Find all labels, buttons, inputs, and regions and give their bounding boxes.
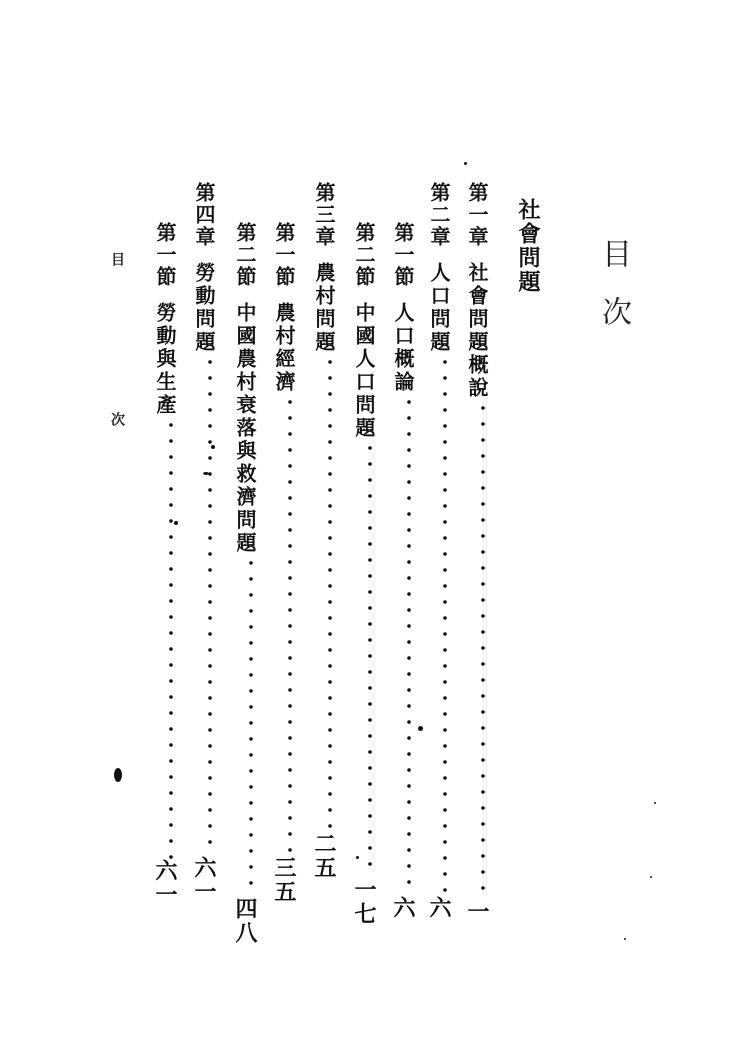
- toc-entry: [384, 222, 414, 982]
- scan-speck: [654, 802, 656, 804]
- toc-entry-head: 第二節: [233, 222, 257, 288]
- toc-entry-head: 第二節: [352, 222, 376, 288]
- toc-entry: [185, 182, 215, 942]
- toc-entry: [458, 182, 488, 942]
- footer-left: 目: [109, 252, 125, 266]
- scan-speck: [624, 938, 626, 940]
- dot-leader: [367, 440, 373, 878]
- footer-right: 次: [109, 412, 125, 426]
- toc-entry-name: 人口概論: [391, 302, 415, 394]
- toc-entry-head: 第一節: [153, 222, 177, 288]
- scan-speck: [464, 162, 467, 165]
- scan-speck: [114, 768, 122, 782]
- toc-entry: [226, 222, 256, 982]
- toc-entry: [345, 222, 375, 982]
- toc-entry-head: 第二章: [427, 182, 451, 248]
- dot-leader: [207, 354, 213, 856]
- scan-speck: [211, 445, 215, 449]
- toc-entry-name: 中國人口問題: [352, 302, 376, 440]
- toc-entry-page: 四八: [232, 897, 258, 945]
- toc-entry-name: 勞動與生產: [153, 302, 177, 417]
- toc-entry-name: 中國農村衰落與救濟問題: [233, 302, 257, 555]
- toc-entry: [146, 222, 176, 982]
- scan-speck: [650, 876, 652, 878]
- dot-leader: [480, 400, 486, 900]
- toc-entry-name: 社會問題概說: [465, 262, 489, 400]
- dot-leader: [248, 555, 254, 897]
- toc-entry-name: 人口問題: [427, 262, 451, 354]
- toc-entry: [420, 182, 450, 942]
- page-title: 目次: [596, 238, 631, 354]
- scan-speck: [203, 472, 209, 475]
- toc-entry-page: 六: [390, 896, 416, 920]
- toc-entry-page: 六: [426, 896, 452, 920]
- dot-leader: [327, 354, 333, 832]
- toc-entry-page: 一七: [351, 878, 377, 926]
- scan-speck: [174, 521, 178, 525]
- toc-entry-name: 農村問題: [312, 262, 336, 354]
- toc-entry-head: 第一章: [465, 182, 489, 248]
- toc-entry-head: 第一節: [272, 222, 296, 288]
- dot-leader: [442, 354, 448, 896]
- toc-entry-page: 二五: [311, 832, 337, 880]
- toc-entry-name: 農村經濟: [272, 302, 296, 394]
- toc-entry-page: 六一: [152, 859, 178, 907]
- toc-entry: [265, 222, 295, 982]
- toc-entry: [305, 182, 335, 942]
- toc-entry-page: 一: [464, 900, 490, 924]
- dot-leader: [287, 394, 293, 856]
- toc-entry-head: 第一節: [391, 222, 415, 288]
- dot-leader: [168, 417, 174, 859]
- scan-speck: [418, 726, 423, 731]
- toc-entry-page: 六一: [191, 856, 217, 904]
- toc-entry-name: 勞動問題: [192, 262, 216, 354]
- scan-speck: [356, 856, 359, 859]
- toc-entry-page: 三五: [271, 856, 297, 904]
- toc-entry-head: 第四章: [192, 182, 216, 248]
- toc-entry-head: 第三章: [312, 182, 336, 248]
- section-heading: 社會問題: [515, 198, 541, 294]
- dot-leader: [406, 394, 412, 896]
